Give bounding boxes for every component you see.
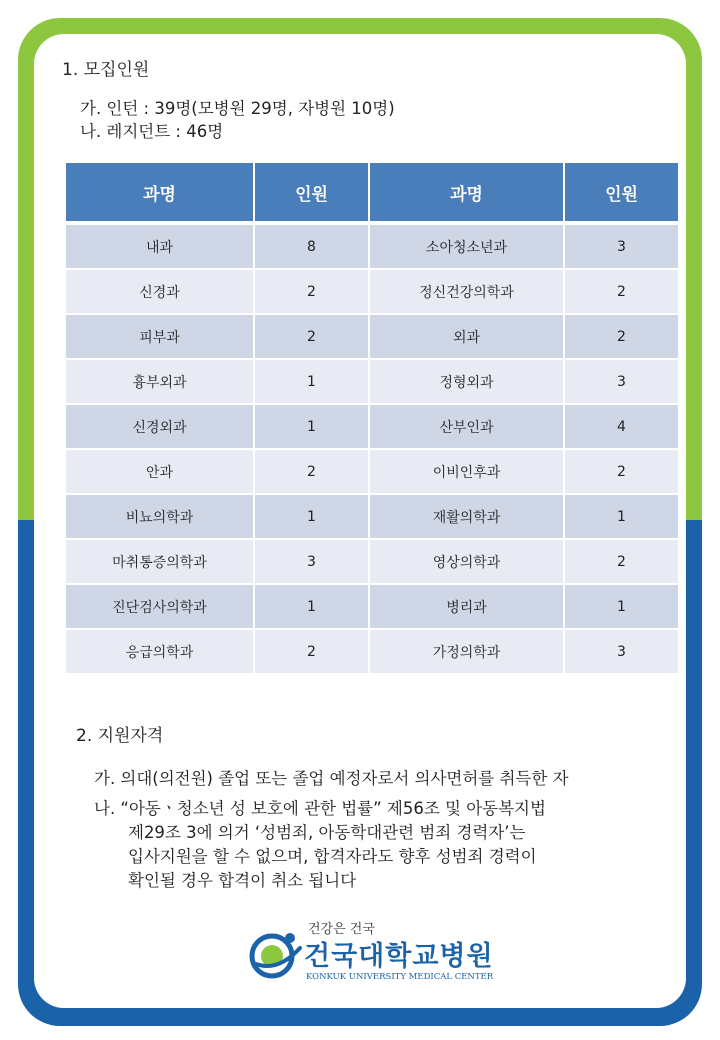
qualification-item-a: 가. 의대(의전원) 졸업 또는 졸업 예정자로서 의사면허를 취득한 자 [94,769,569,788]
table-row [66,584,678,629]
table-row [66,494,678,539]
table-row [66,223,678,269]
dept-cell: 신경과 [66,269,254,314]
count-cell: 8 [254,223,369,269]
qualification-item-b-line1: 나. “아동ㆍ청소년 성 보호에 관한 법률” 제56조 및 아동복지법 [94,799,546,818]
count-cell: 2 [564,449,678,494]
dept-cell: 가정의학과 [369,629,564,674]
table-row [66,404,678,449]
header-count-1: 인원 [254,163,369,223]
qualification-item-b-line3: 입사지원을 할 수 없으며, 합격자라도 향후 성범죄 경력이 [128,847,537,866]
hospital-logo [248,918,494,988]
dept-cell: 진단검사의학과 [66,584,254,629]
dept-cell: 신경외과 [66,404,254,449]
count-cell: 2 [564,269,678,314]
dept-cell: 정신건강의학과 [369,269,564,314]
dept-cell: 피부과 [66,314,254,359]
dept-cell: 내과 [66,223,254,269]
table-row [66,629,678,674]
count-cell: 3 [564,629,678,674]
table-row [66,359,678,404]
count-cell: 1 [254,359,369,404]
count-cell: 1 [254,494,369,539]
header-count-2: 인원 [564,163,678,223]
qualification-item-b-line2: 제29조 3에 의거 ‘성범죄, 아동학대관련 범죄 경력자’는 [128,823,526,842]
dept-cell: 안과 [66,449,254,494]
resident-count: 나. 레지던트 : 46명 [80,122,224,141]
dept-cell: 산부인과 [369,404,564,449]
table-row [66,539,678,584]
count-cell: 3 [564,223,678,269]
table-row [66,449,678,494]
count-cell: 2 [254,629,369,674]
count-cell: 3 [254,539,369,584]
hospital-emblem-icon [248,928,304,984]
count-cell: 1 [564,494,678,539]
dept-cell: 응급의학과 [66,629,254,674]
table-row [66,269,678,314]
logo-hospital-name: 건국대학교병원 [304,941,494,972]
recruitment-table [66,163,678,675]
section-title-qualification: 2. 지원자격 [76,726,164,746]
count-cell: 1 [564,584,678,629]
table-row [66,314,678,359]
qualification-item-b-line4: 확인될 경우 합격이 취소 됩니다 [128,871,357,890]
table-header-row [66,163,678,223]
dept-cell: 병리과 [369,584,564,629]
dept-cell: 정형외과 [369,359,564,404]
header-dept-1: 과명 [66,163,254,223]
count-cell: 2 [564,539,678,584]
count-cell: 1 [254,584,369,629]
dept-cell: 재활의학과 [369,494,564,539]
dept-cell: 이비인후과 [369,449,564,494]
count-cell: 2 [254,314,369,359]
dept-cell: 영상의학과 [369,539,564,584]
header-dept-2: 과명 [369,163,564,223]
intern-count: 가. 인턴 : 39명(모병원 29명, 자병원 10명) [80,99,395,118]
count-cell: 2 [254,269,369,314]
count-cell: 2 [564,314,678,359]
dept-cell: 외과 [369,314,564,359]
count-cell: 3 [564,359,678,404]
count-cell: 1 [254,404,369,449]
dept-cell: 비뇨의학과 [66,494,254,539]
logo-english-name: KONKUK UNIVERSITY MEDICAL CENTER [306,972,494,982]
dept-cell: 마취통증의학과 [66,539,254,584]
count-cell: 4 [564,404,678,449]
dept-cell: 소아청소년과 [369,223,564,269]
count-cell: 2 [254,449,369,494]
dept-cell: 흉부외과 [66,359,254,404]
logo-slogan: 건강은 건국 [308,922,375,937]
section-title-recruitment: 1. 모집인원 [62,60,150,80]
